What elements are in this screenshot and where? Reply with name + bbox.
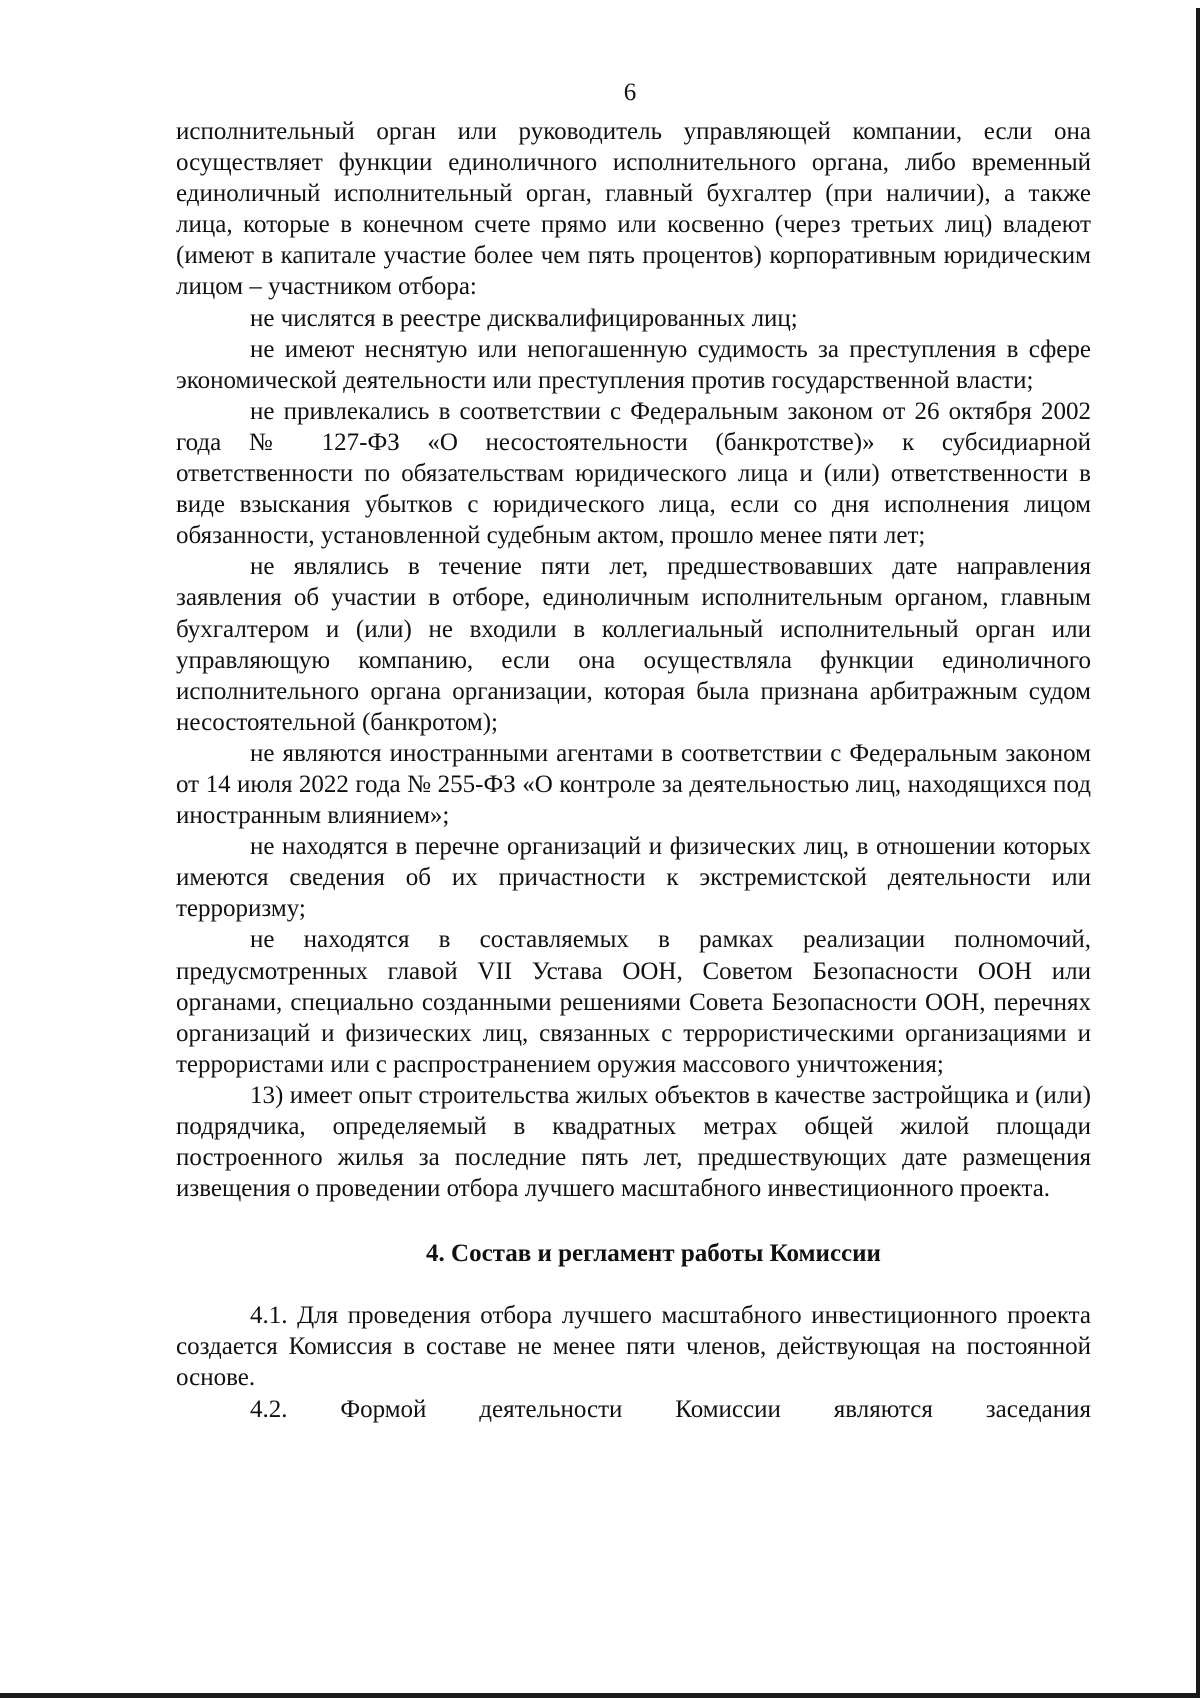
paragraph: не привлекались в соответствии с Федеральным законом от 26 октября 2002 года № 127-ФЗ «О несостоятельности (банкротстве)» к субсидиарной ответственности по обязательствам юридического лица и (или) ответственности в виде взыскания убытков с юридического лица, если со дня исполнения лицом обязанности, установленной судебным актом, прошло менее пяти лет; bbox=[176, 397, 1091, 550]
paragraph: не находятся в составляемых в рамках реализации полномочий, предусмотренных главой VII Устава ООН, Советом Безопасности ООН или органами, специально созданными решениями Совета Безопасности ООН, перечнях организаций и физических лиц, связанных с террористическими организациями и террористами или с распространением оружия массового уничтожения; bbox=[176, 926, 1091, 1078]
word: Комиссии bbox=[675, 1395, 781, 1423]
word: являются bbox=[833, 1395, 933, 1423]
paragraph: не являлись в течение пяти лет, предшествовавших дате направления заявления об участии в отборе, единоличным исполнительным органом, главным бухгалтером и (или) не входили в коллегиальный исполнительный орган или управляющую компанию, если она осуществляла функции единоличного исполнительного органа организации, которая была признана арбитражным судом несостоятельной (банкротом); bbox=[176, 553, 1091, 736]
paragraph: не имеют неснятую или непогашенную судимость за преступления в сфере экономической деятельности или преступления против государственной власти; bbox=[176, 335, 1091, 394]
paragraph: не находятся в перечне организаций и физических лиц, в отношении которых имеются сведения об их причастности к экстремистской деятельности или терроризму; bbox=[176, 833, 1091, 923]
paragraph: исполнительный орган или руководитель управляющей компании, если она осуществляет функции единоличного исполнительного органа, либо временный единоличный исполнительный орган, главный бухгалтер (при наличии), а также лица, которые в конечном счете прямо или косвенно (через третьих лиц) владеют (имеют в капитале участие более чем пять процентов) корпоративным юридическим лицом – участником отбора: bbox=[176, 118, 1091, 301]
word: заседания bbox=[985, 1395, 1091, 1423]
document-body bbox=[176, 116, 1091, 1425]
paragraph: 13) имеет опыт строительства жилых объектов в качестве застройщика и (или) подрядчика, определяемый в квадратных метрах общей жилой площади построенного жилья за последние пять лет, предшествующих дате размещения извещения о проведении отбора лучшего масштабного инвестиционного проекта. bbox=[176, 1081, 1091, 1203]
scan-border-right bbox=[1196, 8, 1200, 1696]
paragraph: не числятся в реестре дисквалифицированных лиц; bbox=[250, 304, 798, 332]
paragraph: 4.1. Для проведения отбора лучшего масштабного инвестиционного проекта создается Комиссия в составе не менее пяти членов, действующая на постоянной основе. bbox=[176, 1302, 1091, 1392]
section-heading: 4. Состав и регламент работы Комиссии bbox=[426, 1240, 881, 1268]
paragraph-partial bbox=[176, 1394, 1091, 1425]
page-number: 6 bbox=[623, 79, 637, 106]
word: Формой bbox=[340, 1395, 427, 1423]
paragraph: не являются иностранными агентами в соответствии с Федеральным законом от 14 июля 2022 года № 255-ФЗ «О контроле за деятельностью лиц, находящихся под иностранным влиянием»; bbox=[176, 739, 1091, 830]
word: 4.2. bbox=[250, 1395, 288, 1423]
scan-border-bottom bbox=[0, 1693, 1200, 1698]
word: деятельности bbox=[479, 1395, 623, 1423]
